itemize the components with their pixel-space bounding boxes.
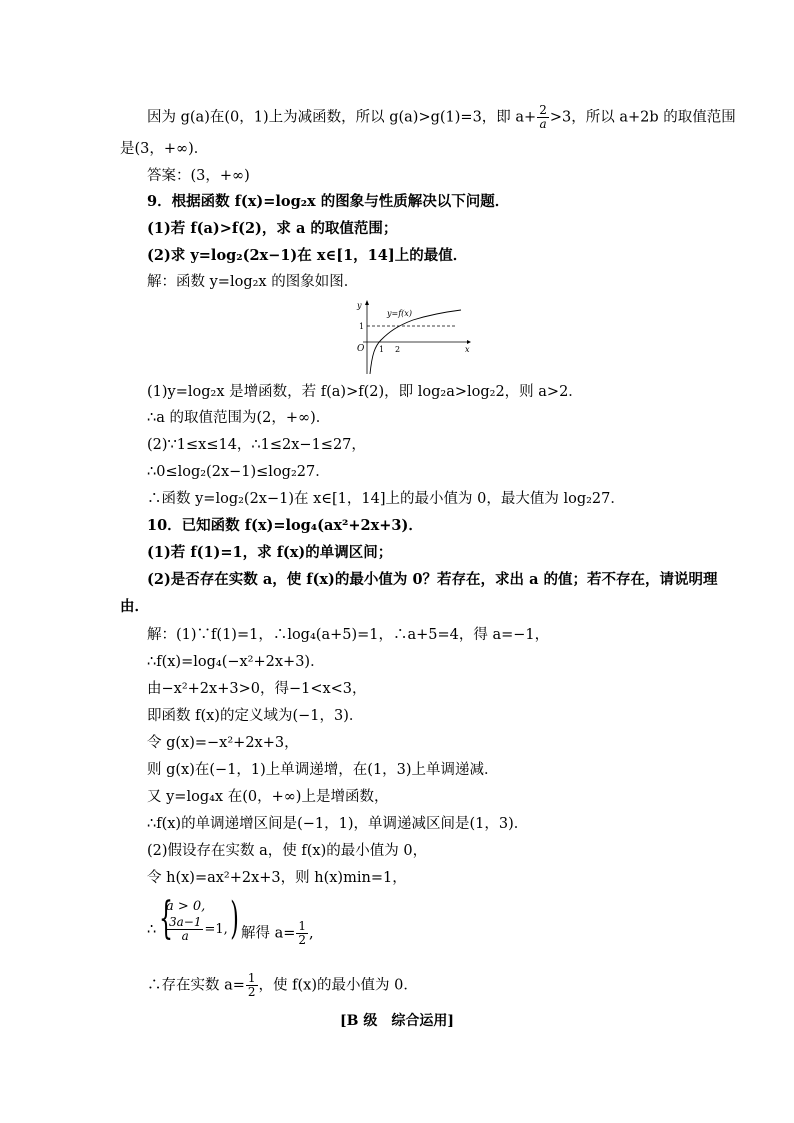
solution-10-line-9: (2)假设存在实数 a，使 f(x)的最小值为 0，	[147, 843, 428, 859]
y-tick-1: 1	[359, 322, 365, 331]
solution-10-line-8: ∴f(x)的单调递增区间是(−1，1)，单调递减区间是(1，3)．	[147, 816, 529, 832]
x-axis-label: x	[465, 345, 470, 354]
question-10-part-1: (1)若 f(1)=1，求 f(x)的单调区间；	[147, 544, 393, 561]
solution-10-line-7: 又 y=log₄x 在(0，+∞)上是增函数，	[147, 789, 389, 805]
system-condition-1: a > 0,	[166, 899, 206, 914]
fraction-2-over-a: $\frac{2}{a}$	[539, 103, 547, 131]
solve-result: 解得 a= $\frac{1}{2}$ ,	[241, 919, 314, 947]
fraction-3a-1-over-a: $\frac{3a-1}{a}$	[169, 915, 202, 943]
y-axis-arrow-icon	[365, 300, 369, 305]
solution-9-part-2-conclusion: ∴函数 y=log₂(2x−1)在 x∈[1，14]上的最小值为 0，最大值为 log₂27．	[147, 491, 625, 507]
text-line-1: 因为 g(a)在(0，1)上为减函数，所以 g(a)>g(1)=3，即 a+ $\frac{2}{a}$ >3，所以 a+2b 的取值范围	[147, 103, 736, 131]
solution-10-line-1: 解：(1)∵f(1)=1，∴log₄(a+5)=1，∴a+5=4，得 a=−1，	[147, 627, 550, 643]
solution-10-line-2: ∴f(x)=log₄(−x²+2x+3)．	[147, 654, 325, 670]
solution-10-line-4: 即函数 f(x)的定义域为(−1，3)．	[147, 708, 364, 724]
x-tick-1: 1	[379, 345, 385, 354]
origin-label: O	[357, 344, 365, 354]
solution-9-intro: 解：函数 y=log₂x 的图象如图．	[147, 274, 359, 290]
solution-10-line-6: 则 g(x)在(−1，1)上单调递增，在(1，3)上单调递减．	[147, 762, 499, 778]
solution-9-part-2-step: ∴0≤log₂(2x−1)≤log₂27．	[147, 464, 330, 480]
solution-10-line-5: 令 g(x)=−x²+2x+3，	[147, 735, 299, 751]
question-10-title: 10．已知函数 f(x)=log₄(ax²+2x+3)．	[147, 517, 423, 534]
solution-9-part-1-conclusion: ∴a 的取值范围为(2，+∞)．	[147, 410, 331, 426]
log-function-graph	[353, 298, 473, 376]
question-9-part-2: (2)求 y=log₂(2x−1)在 x∈[1，14]上的最值．	[147, 247, 468, 264]
fraction-one-half: $\frac{1}{2}$	[298, 919, 307, 947]
question-10-part-2: (2)是否存在实数 a，使 f(x)的最小值为 0？若存在，求出 a 的值；若不存在，请说明理	[147, 571, 718, 588]
solution-10-conclusion: ∴存在实数 a= $\frac{1}{2}$ ，使 f(x)的最小值为 0．	[147, 971, 418, 999]
system-condition-2: $\frac{3a-1}{a}$ =1,	[169, 915, 228, 943]
right-brace-icon: )	[230, 893, 239, 944]
fraction-one-half-2: $\frac{1}{2}$	[247, 971, 256, 999]
x-axis-arrow-icon	[467, 340, 471, 344]
y-axis-label: y	[357, 301, 362, 310]
curve-label: y=f(x)	[387, 309, 412, 318]
left-brace-icon: {	[159, 893, 173, 944]
solution-10-line-10: 令 h(x)=ax²+2x+3，则 h(x)min=1，	[147, 870, 407, 886]
question-9-title: 9．根据函数 f(x)=log₂x 的图象与性质解决以下问题．	[147, 193, 510, 210]
question-9-part-1: (1)若 f(a)>f(2)，求 a 的取值范围；	[147, 220, 398, 237]
text-line-2: 是(3，+∞)．	[120, 141, 209, 157]
x-tick-2: 2	[395, 345, 401, 354]
section-footer: [B 级 综合运用]	[340, 1013, 454, 1029]
answer-line: 答案：(3，+∞)	[147, 168, 250, 184]
therefore-symbol: ∴	[147, 922, 157, 938]
solution-9-part-2: (2)∵1≤x≤14，∴1≤2x−1≤27，	[147, 437, 366, 453]
solution-10-line-3: 由−x²+2x+3>0，得−1<x<3，	[147, 681, 367, 697]
solution-9-part-1: (1)y=log₂x 是增函数，若 f(a)>f(2)，即 log₂a>log₂2，则 a>2．	[147, 384, 583, 400]
question-10-part-2-cont: 由．	[120, 598, 149, 615]
